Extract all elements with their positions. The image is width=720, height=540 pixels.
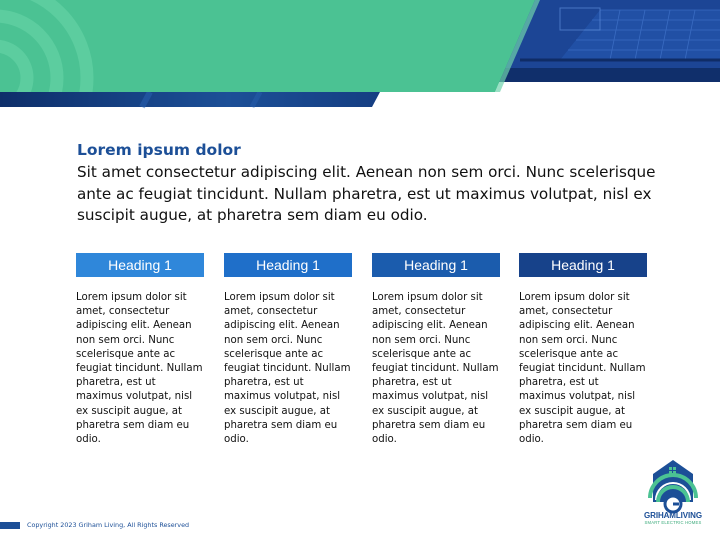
column-heading: Heading 1	[372, 253, 500, 277]
column-1	[76, 253, 204, 447]
copyright-text: Copyright 2023 Griham Living, All Rights Reserved	[27, 521, 190, 529]
intro-title: Lorem ipsum dolor	[77, 141, 241, 159]
footer-accent-bar	[0, 522, 20, 529]
column-body: Lorem ipsum dolor sit amet, consectetur adipiscing elit. Aenean non sem orci. Nunc scelerisque ante ac feugiat tincidunt. Nullam pharetra, est ut maximus volutpat, nisl ex suscipit augue, at pharetra sem diam eu odio.	[224, 292, 351, 446]
brand-tagline: SMART ELECTRIC HOMES	[644, 520, 702, 525]
column-body: Lorem ipsum dolor sit amet, consectetur adipiscing elit. Aenean non sem orci. Nunc scelerisque ante ac feugiat tincidunt. Nullam pharetra, est ut maximus volutpat, nisl ex suscipit augue, at pharetra sem diam eu odio.	[372, 292, 499, 446]
column-heading: Heading 1	[224, 253, 352, 277]
column-4	[519, 253, 647, 447]
brand-name: GRIHAMLIVING	[644, 511, 702, 520]
header-banner	[0, 0, 720, 110]
column-heading: Heading 1	[76, 253, 204, 277]
intro-section	[77, 140, 677, 227]
column-body: Lorem ipsum dolor sit amet, consectetur adipiscing elit. Aenean non sem orci. Nunc scelerisque ante ac feugiat tincidunt. Nullam pharetra, est ut maximus volutpat, nisl ex suscipit augue, at pharetra sem diam eu odio.	[76, 292, 203, 446]
column-heading: Heading 1	[519, 253, 647, 277]
column-body: Lorem ipsum dolor sit amet, consectetur adipiscing elit. Aenean non sem orci. Nunc scelerisque ante ac feugiat tincidunt. Nullam pharetra, est ut maximus volutpat, nisl ex suscipit augue, at pharetra sem diam eu odio.	[519, 292, 646, 446]
intro-body: Sit amet consectetur adipiscing elit. Aenean non sem orci. Nunc scelerisque ante ac feugiat tincidunt. Nullam pharetra, est ut maximus volutpat, nisl ex suscipit augue, at pharetra sem diam eu odio.	[77, 163, 656, 224]
column-2	[224, 253, 352, 447]
navy-strip	[0, 92, 380, 107]
column-3	[372, 253, 500, 447]
